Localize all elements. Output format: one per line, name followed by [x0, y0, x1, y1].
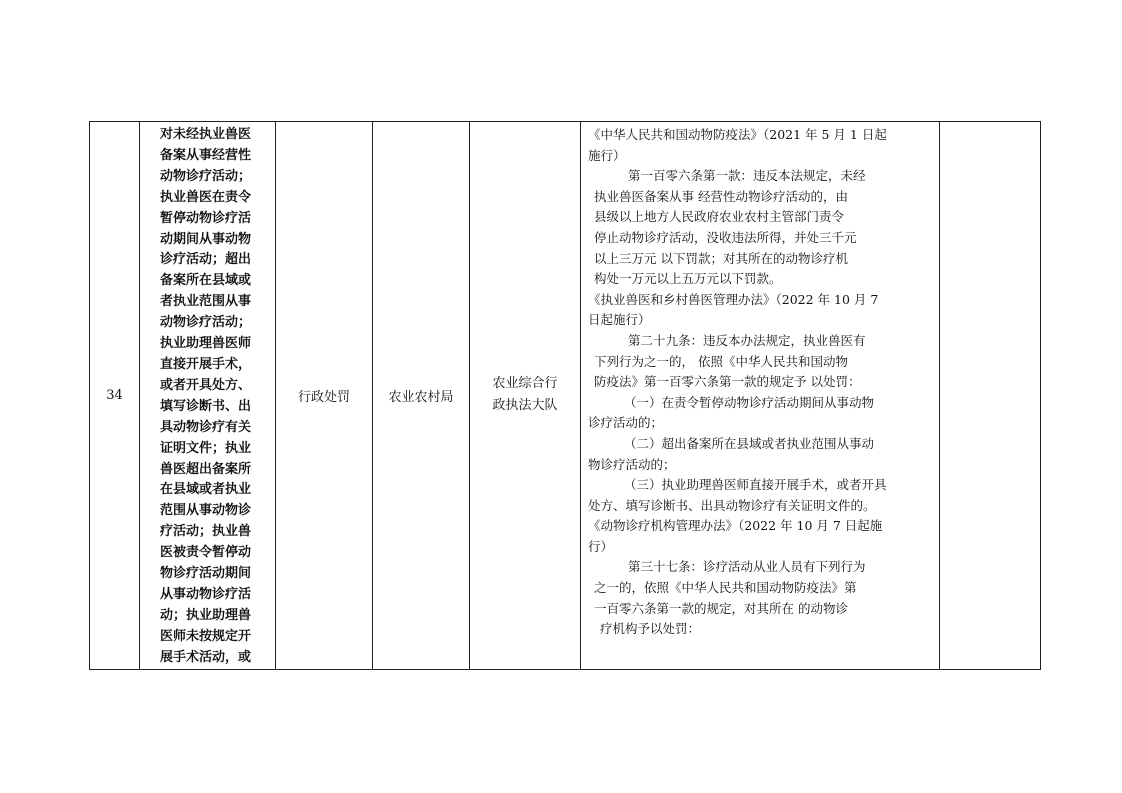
legal-basis-cell	[581, 122, 940, 670]
legal-basis-line: 下列行为之一的， 依照《中华人民共和国动物	[594, 353, 848, 369]
violation-item-line: 医师未按规定开	[160, 628, 252, 644]
violation-item-line: 动物诊疗活动；	[160, 315, 252, 331]
legal-basis-line: 以上三万元 以下罚款；对其所在的动物诊疗机	[594, 250, 848, 266]
violation-item-line: 物诊疗活动期间	[160, 566, 252, 582]
legal-basis-line: （三）执业助理兽医师直接开展手术，或者开具	[624, 477, 887, 493]
violation-item-line: 展手术活动，或	[160, 649, 252, 665]
legal-basis-line: 执业兽医备案从事 经营性动物诊疗活动的，由	[594, 188, 848, 204]
department-cell: 农业农村局	[373, 122, 470, 670]
violation-item-line: 暂停动物诊疗活	[160, 210, 252, 226]
legal-basis-line: 第一百零六条第一款：违反本法规定，未经	[628, 168, 866, 184]
legal-basis-line: 施行）	[588, 147, 626, 163]
violation-item-line: 者执业范围从事	[160, 294, 252, 310]
violation-item-line: 执业助理兽医师	[160, 336, 252, 352]
legal-basis-line: 停止动物诊疗活动，没收违法所得，并处三千元	[594, 229, 857, 245]
violation-item-line: 从事动物诊疗活	[160, 586, 252, 602]
category-cell: 行政处罚	[276, 122, 373, 670]
violation-items-cell	[140, 122, 276, 670]
legal-basis-line: 处方、填写诊断书、出具动物诊疗有关证明文件的。	[588, 497, 876, 513]
violation-item-line: 动期间从事动物	[160, 231, 252, 247]
legal-basis-line: 一百零六条第一款的规定，对其所在 的动物诊	[594, 600, 848, 616]
violation-item-line: 执业兽医在责令	[160, 189, 252, 205]
violation-item-line: 直接开展手术，	[160, 356, 252, 372]
note-cell	[940, 122, 1041, 670]
violation-item-line: 或者开具处方、	[160, 377, 252, 393]
violation-item-line: 证明文件；执业	[160, 440, 252, 456]
legal-basis-text	[581, 122, 939, 640]
legal-basis-line: 第二十九条：违反本办法规定，执业兽医有	[628, 332, 866, 348]
row-number: 34	[90, 122, 140, 670]
legal-basis-line: 《中华人民共和国动物防疫法》（2021 年 5 月 1 日起	[588, 127, 887, 142]
violation-item-line: 对未经执业兽医	[160, 127, 252, 142]
violation-item-line: 具动物诊疗有关	[160, 419, 252, 435]
violation-item-line: 备案从事经营性	[160, 147, 252, 163]
table-row	[90, 122, 1041, 670]
violation-item-line: 备案所在县域或	[160, 273, 252, 289]
executor-line-2: 政执法大队	[492, 398, 558, 414]
violation-item-line: 兽医超出备案所	[160, 461, 252, 477]
violation-item-line: 动物诊疗活动；	[160, 168, 252, 184]
legal-basis-line: （一）在责令暂停动物诊疗活动期间从事动物	[624, 394, 875, 410]
legal-basis-line: 《执业兽医和乡村兽医管理办法》（2022 年 10 月 7	[588, 291, 879, 307]
legal-basis-line: 第三十七条：诊疗活动从业人员有下列行为	[628, 559, 866, 575]
violation-items-text	[140, 122, 275, 669]
violation-item-line: 在县域或者执业	[160, 482, 252, 498]
legal-basis-line: 《动物诊疗机构管理办法》（2022 年 10 月 7 日起施	[588, 518, 883, 534]
legal-basis-line: 日起施行）	[588, 312, 651, 328]
executor-line-1: 农业综合行	[492, 376, 558, 392]
violation-item-line: 填写诊断书、出	[160, 398, 252, 414]
legal-basis-line: 构处一万元以上五万元以下罚款。	[594, 271, 782, 287]
violation-item-line: 诊疗活动；超出	[160, 252, 252, 268]
legal-basis-line: 之一的，依照《中华人民共和国动物防疫法》第	[594, 580, 857, 596]
legal-basis-line: 诊疗活动的；	[588, 415, 664, 431]
legal-basis-line: 防疫法》第一百零六条第一款的规定予 以处罚：	[594, 374, 861, 390]
violation-item-line: 动；执业助理兽	[160, 607, 252, 623]
violation-item-line: 疗活动；执业兽	[160, 524, 252, 540]
violation-item-line: 医被责令暂停动	[160, 545, 252, 561]
legal-basis-line: 物诊疗活动的；	[588, 456, 676, 472]
legal-basis-line: 疗机构予以处罚：	[600, 621, 701, 637]
enforcement-table	[89, 121, 1041, 670]
violation-item-line: 范围从事动物诊	[160, 503, 252, 519]
executor-cell	[470, 122, 581, 670]
legal-basis-line: 行）	[588, 538, 614, 554]
legal-basis-line: 县级以上地方人民政府农业农村主管部门责令	[594, 209, 845, 225]
legal-basis-line: （二）超出备案所在县域或者执业范围从事动	[624, 435, 875, 451]
